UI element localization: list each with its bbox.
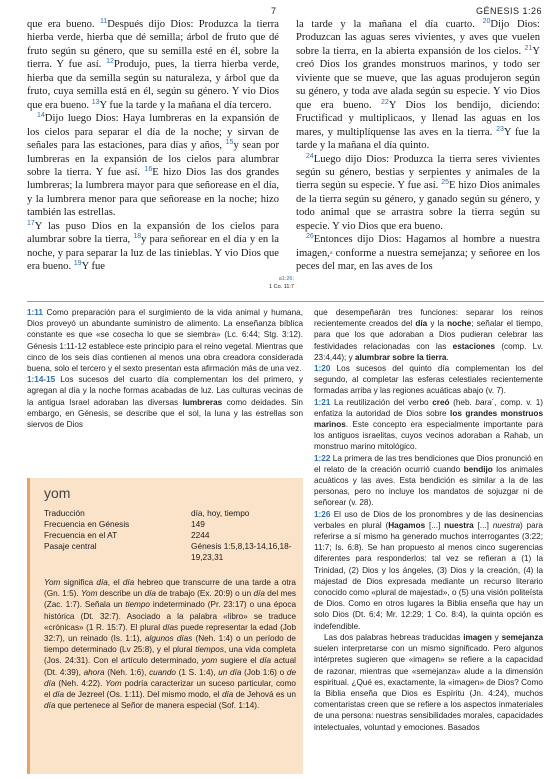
running-reference: GÉNESIS 1:26 [475, 6, 542, 16]
note-text: como deidades. Sin embargo, en Génesis, se describe que el sol, la luna y las estrellas son siervos de Dios [27, 397, 303, 430]
text: , una vida completa (Jos. 24:31). Con el artículo determinado, [44, 645, 296, 666]
scripture-paragraph [27, 18, 279, 112]
word-study-paragraph [44, 577, 296, 711]
italic-term: día [96, 578, 108, 587]
study-note [314, 509, 543, 632]
text: de Jehová es un [233, 690, 296, 700]
note-text: Como preparación para el surgimiento de la vida animal y humana, Dios proveyó un abundante suministro de alimento. La enseñanza bíblica constante es que «se cosecha lo que se siembra» (Lc. 6:44; Stg. 3:12). Génesis 1:11-12 establece este principio para el reino vegetal. Mientras que cinco de los seis días contienen al menos una obra creadora considerada buena, solo el tercero y el sexto presentan esta afirmación más de una vez. [27, 308, 303, 374]
word-study-row [44, 541, 294, 563]
verse-number: 21 [524, 44, 533, 52]
italic-term: bara [475, 397, 492, 407]
italic-term: algunos días [144, 634, 193, 644]
note-text: ; señalar el tiempo, para que los que adoraban a Dios pudieran celebrar las festividades relacionadas con las [314, 319, 543, 351]
word-study-box [27, 478, 303, 774]
note-keyword: estaciones [452, 341, 495, 351]
note-keyword: bendijo [463, 464, 493, 474]
text: (1 S. 1:4), [175, 667, 219, 677]
study-note [314, 453, 543, 509]
verse-text: Dijo Dios: Produzcan las aguas seres vivientes, y aves que vuelen sobre la tierra, en la abierta expansión de los cielos. [296, 19, 540, 57]
text: (Neh. 4:22). [55, 678, 106, 688]
verse-text: Y las puso Dios en la expansión de los cielos para alumbrar sobre la tierra, [27, 220, 279, 246]
text: del mes (Zac. 1:7). Señala un [44, 589, 296, 610]
study-note [27, 374, 303, 430]
note-keyword: día [415, 319, 428, 329]
note-keyword: noche [447, 319, 472, 329]
note-keyword: los grandes monstruos marinos [314, 408, 543, 430]
text: puede representar la edad (Job 32:7), un reinado (Is. 1:1), [44, 622, 296, 644]
note-text: La reutilización del verbo [334, 397, 433, 407]
verse-text: E hizo Dios las dos grandes lumbreras; la lumbrera mayor para que señorease en el día, y la lumbrera menor para que señorease en la noche; hizo también las estrellas. [27, 166, 279, 219]
italic-term: día [44, 701, 56, 711]
verse-number: 16 [144, 165, 153, 173]
note-text: [...] [425, 520, 445, 530]
study-note [314, 307, 543, 363]
scripture-column-right [296, 18, 540, 274]
verse-number: 14 [37, 112, 45, 120]
verse-number: 25 [441, 179, 449, 187]
verse-text: la tarde y la mañana el día cuarto. [296, 19, 483, 30]
italic-term: día [122, 578, 135, 587]
cross-reference-note[interactable] [268, 275, 294, 291]
note-text: . Este concepto era especialmente importante para los antiguos israelitas, cuyos vecinos adoraban a Rahab, un monstruo marino mitológico. [314, 420, 543, 452]
note-text: ´, comp. v. 1) enfatiza la autoridad de Dios sobre [314, 397, 543, 418]
verse-text: Entonces dijo Dios: Hagamos al hombre a nuestra imagen, [296, 234, 540, 259]
note-text: [...] [473, 520, 493, 530]
word-study-accent-bar [27, 478, 30, 774]
verse-number: 11 [99, 18, 108, 25]
cross-reference-target: 1 Co. 11:7 [269, 284, 294, 290]
note-keyword: creó [432, 397, 450, 407]
note-text: los animales acuáticos y las aves. Esta bendición es similar a la de las personas, pero no incluye los mandatos de sojuzgar ni de señorear (v. 28). [314, 464, 543, 508]
text: significa [60, 578, 97, 587]
note-reference: 1:11 [27, 308, 43, 317]
text: podría caracterizar un suceso particular, como el [44, 678, 296, 700]
verse-number: 19 [73, 260, 82, 268]
row-value: 2244 [191, 530, 210, 540]
verse-number: 22 [381, 98, 389, 106]
scripture-column-left [27, 18, 279, 274]
study-notes-right [314, 307, 543, 733]
study-notes-left [27, 307, 303, 430]
italic-term: un día [218, 667, 242, 677]
note-keyword: alumbrar sobre la tierra [354, 352, 447, 362]
italic-term: yom [201, 656, 218, 666]
scripture-paragraph [296, 18, 540, 153]
italic-term: Yom [81, 589, 98, 599]
note-text: El uso de Dios de los pronombres y de las desinencias verbales en plural ( [314, 509, 543, 530]
note-keyword: nuestra [444, 520, 474, 530]
row-value: Génesis 1:5,8,13-14,16,18-19,23,31 [191, 541, 292, 562]
verse-number: 26 [306, 233, 314, 241]
verse-number: 18 [133, 233, 142, 241]
note-text: y [491, 632, 502, 642]
note-text: Los sucesos del quinto día complementan los del segundo, al completar las esferas celestiales recientemente formadas arriba y las regiones acuáticas abajo (v. 7). [314, 364, 544, 396]
note-text: . [446, 352, 449, 362]
italic-term: tiempos [195, 645, 224, 655]
italic-term: día [221, 690, 234, 700]
row-label: Frecuencia en el AT [44, 530, 118, 540]
note-text: suelen interpretarse con un mismo significado. Pero algunos intérpretes sugieren que «imagen» se refiere a la capacidad de razonar, mientras que «semejanza» alude a la dimensión espiritual. ¿Qué es, exactamente, la «imagen» de Dios? Como la Biblia enseña que Dios es Espíritu (Jn. 4:24), muchos comentaristas creen que se refiere a los aspectos inmateriales de una persona: nuestras sensibilidades morales, capacidades intelectuales, voluntad y emociones. Basados [314, 644, 543, 732]
note-keyword: Hagamos [388, 520, 426, 530]
word-study-row [44, 519, 294, 530]
italic-term: nuestra [492, 520, 521, 530]
verse-text: Dijo luego Dios: Haya lumbreras en la expansión de los cielos para separar el día de la noche; y sirvan de señales para las estaciones, para días y años, [27, 113, 279, 152]
verse-text: Y creó Dios los grandes monstruos marinos, y todo ser viviente que se mueve, que las aguas produjeron según su género, y toda ave alada según su especie. Y vio Dios que era bueno. [296, 45, 540, 111]
verse-text: y sean por lumbreras en la expansión de los cielos para alumbrar sobre la tierra. Y fue así. [27, 140, 279, 178]
section-divider [27, 301, 544, 302]
verse-number: 23 [496, 125, 504, 133]
study-note [314, 632, 543, 733]
verse-text: Luego dijo Dios: Produzca la tierra seres vivientes según su género, bestias y serpientes y animales de la tierra según su especie. Y fue así. [296, 153, 540, 192]
note-keyword: semejanza [501, 632, 543, 642]
row-label: Frecuencia en Génesis [44, 519, 130, 529]
verse-number: 20 [482, 18, 491, 25]
text: de trabajo (Ex. 20:9) o un [155, 589, 254, 599]
study-note [314, 397, 543, 453]
word-study-text [44, 577, 296, 711]
note-reference: 1:26 [314, 509, 331, 519]
verse-number: 13 [91, 98, 100, 106]
note-reference: 1:14-15 [27, 375, 56, 385]
word-study-table [44, 508, 294, 563]
verse-text: E hizo Dios animales de la tierra según su género, y ganado según su género, y todo animal que se arrastra sobre la tierra según su especie. Y vio Dios que era bueno. [296, 180, 540, 232]
note-reference: 1:22 [314, 453, 331, 463]
italic-term: día [144, 589, 156, 599]
verse-number: 24 [306, 152, 314, 160]
note-text: (comp. Lv. 23:4,44); y [314, 341, 543, 362]
scripture-paragraph [296, 233, 540, 273]
italic-term: Yom [44, 578, 61, 587]
text: , el [107, 578, 123, 587]
page-number: 7 [271, 6, 277, 16]
italic-term: Yom [105, 678, 122, 688]
scripture-paragraph [27, 112, 279, 273]
text: actual (Dt. 4:39), [44, 656, 296, 677]
text: indeterminado (Pr. 23:17) o una época histórica (Dt. 32:7). Asociado a la palabra «libro» se traduce «crónicas» (1 R. 15:7). El plural [44, 600, 296, 632]
verse-text: Produjo, pues, la tierra hierba verde, hierba que da semilla según su naturaleza, y árbol que da fruto, cuya semilla está en él, según su género. Y vio Dios que era bueno. [27, 59, 279, 111]
text: de Jezreel (Os. 1:11). Del mismo modo, el [64, 690, 222, 700]
text: (Job 1:6) o [241, 667, 287, 677]
text: que pertenece al Señor de manera especial (Sof. 1:14). [55, 701, 260, 711]
note-text: Las dos palabras hebreas traducidas [324, 632, 464, 642]
verse-text: conforme a nuestra semejanza; y señoree en los peces del mar, en las aves de los [296, 247, 540, 273]
note-text: y la [427, 319, 448, 329]
verse-text: Y fue la tarde y la mañana el día quinto. [296, 126, 540, 152]
study-note [27, 307, 303, 374]
note-reference: 1:20 [314, 364, 331, 374]
note-keyword: imagen [463, 632, 492, 642]
text: hebreo que transcurre de una tarde a otra (Gn. 1:5). [44, 578, 296, 599]
verse-number: 17 [27, 219, 35, 227]
text: (Neh. 1:6), [104, 667, 150, 677]
note-text: (heb. [449, 397, 476, 407]
verse-text: Y fue [81, 261, 106, 273]
verse-number: 15 [225, 139, 234, 147]
note-reference: 1:21 [314, 397, 331, 407]
note-text: La primera de las tres bendiciones que Dios pronunció en el relato de la creación ocurrió cuando [314, 453, 543, 474]
note-keyword: lumbreras [182, 397, 223, 407]
verse-number: 12 [106, 58, 114, 66]
verse-text: Y fue la tarde y la mañana el día tercero. [99, 99, 272, 111]
cross-reference-verse: 1:26: [281, 276, 294, 282]
note-text: ) para referirse a sí mismo ha generado muchos interrogantes (3:22; 11:7; Is. 6:8). Se han propuesto al menos cinco sugerencias diferentes para responderlos: tal vez se refieran a (1) la Trinidad, (2) Dios y los ángeles, (3) Dios y la creación, (4) la majestad de Dios expresada mediante un recurso literario conocido como «plural de majestad», o (5) una visión politeísta de Dios. Como en otros lugares la Biblia enseña que hay un solo Dios (Dt. 6:4; Mr. 12:29; 1 Co. 8:4), la quinta opción es indefendible. [314, 520, 543, 631]
row-label: Pasaje central [44, 541, 97, 551]
cross-reference-marker[interactable]: a [329, 249, 333, 256]
italic-term: cuando [149, 667, 176, 677]
note-text: que desempeñarán tres funciones: separar los reinos recientemente creados del [314, 308, 543, 329]
verse-text: que era bueno. [27, 19, 100, 30]
text: describe un [97, 589, 145, 599]
italic-term: días [162, 622, 179, 632]
scripture-paragraph [296, 153, 540, 234]
italic-term: ahora [83, 667, 105, 677]
text: sugiere el [217, 656, 260, 666]
italic-term: día [259, 656, 272, 666]
italic-term: de día [44, 667, 296, 688]
text: (Neh. 1:4) o un período de tiempo determinado (Lv 25:8), y el plural [44, 634, 296, 655]
italic-term: tiempo [125, 600, 150, 610]
row-value: 149 [191, 519, 205, 529]
row-value: día, hoy, tiempo [191, 508, 250, 518]
word-study-row [44, 508, 294, 519]
cross-reference-letter: a [278, 276, 282, 282]
italic-term: día [253, 589, 265, 599]
italic-term: día [52, 690, 65, 700]
verse-text: y para señorear en el día y en la noche, y para separar la luz de las tinieblas. Y vio Dios que era bueno. [27, 234, 279, 273]
verse-text: Después dijo Dios: Produzca la tierra hierba verde, hierba que dé semilla; árbol de fruto que dé fruto según su género, que su semilla esté en él, sobre la tierra. Y fue así. [27, 19, 279, 71]
word-study-row [44, 530, 294, 541]
word-study-title: yom [44, 485, 71, 501]
row-label: Traducción [44, 508, 85, 518]
verse-text: Y Dios los bendijo, diciendo: Fructificad y multiplicaos, y llenad las aguas en los mares, y multiplíquense las aves en la tierra. [296, 99, 540, 138]
study-note [314, 363, 543, 397]
note-text: Los sucesos del cuarto día complementan los del primero, y agregan al día y la noche formas acabadas de luz. Las culturas vecinas de la antigua Israel adoraban las diversas [27, 375, 303, 407]
